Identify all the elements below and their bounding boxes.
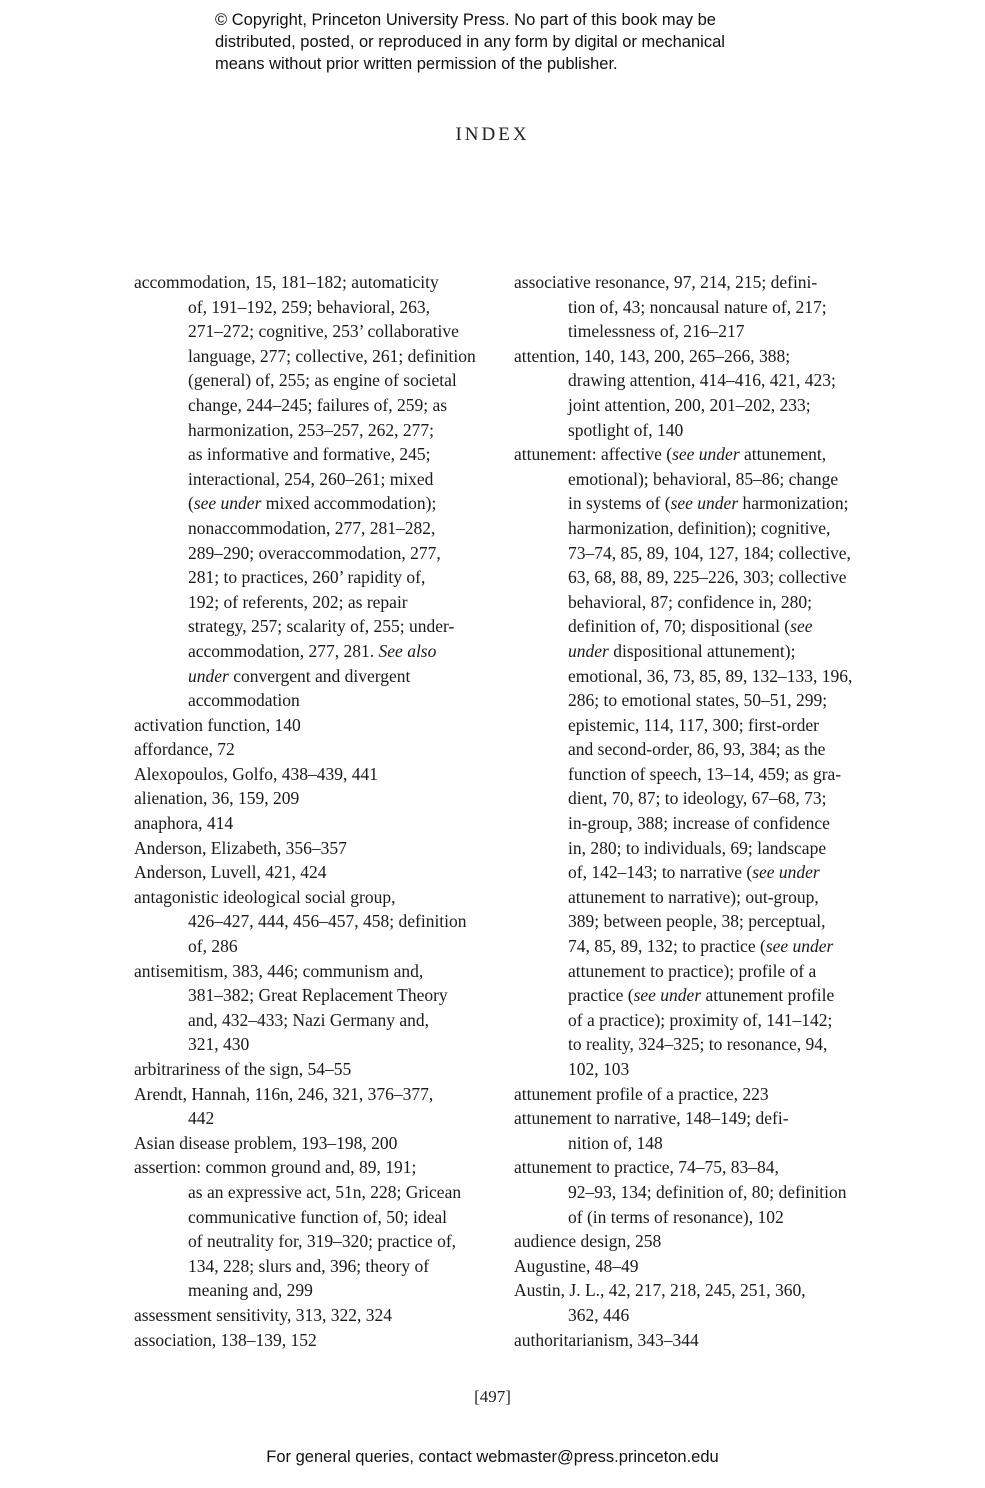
index-entry-continuation: change, 244–245; failures of, 259; as xyxy=(188,394,448,415)
index-entry-continuation: communicative function of, 50; ideal xyxy=(188,1206,448,1227)
index-entry xyxy=(514,1328,854,1353)
index-entry-continuation: 442 xyxy=(188,1108,215,1129)
index-entry xyxy=(514,1155,854,1229)
index-entry xyxy=(514,1229,854,1254)
index-entry xyxy=(134,860,474,885)
copyright-notice xyxy=(215,9,815,75)
index-entry-continuation: nition of, 148 xyxy=(568,1132,663,1153)
index-entry-continuation: 92–93, 134; definition of, 80; definition xyxy=(568,1181,847,1202)
index-entry xyxy=(514,1106,854,1155)
index-entry-continuation: 63, 68, 88, 89, 225–226, 303; collective xyxy=(568,567,847,588)
index-entry-continuation: 134, 228; slurs and, 396; theory of xyxy=(188,1255,430,1276)
index-entry-continuation: attunement to narrative); out-group, xyxy=(568,886,819,907)
index-entry-line: Arendt, Hannah, 116n, 246, 321, 376–377, xyxy=(134,1083,434,1104)
index-entry xyxy=(514,270,854,344)
index-entry-line: arbitrariness of the sign, 54–55 xyxy=(134,1059,352,1079)
index-entry-continuation: timelessness of, 216–217 xyxy=(568,321,745,342)
page-number: [497] xyxy=(474,1387,511,1406)
index-entry-continuation: harmonization, 253–257, 262, 277; xyxy=(188,419,434,440)
index-entry-continuation: in systems of (see under harmonization; xyxy=(568,493,849,514)
index-entry-continuation: nonaccommodation, 277, 281–282, xyxy=(188,517,436,538)
index-entry-continuation: to reality, 324–325; to resonance, 94, xyxy=(568,1034,828,1055)
index-entry xyxy=(514,442,854,1081)
index-entry-continuation: of, 286 xyxy=(188,936,238,957)
index-entry xyxy=(134,1303,474,1328)
index-entry-continuation: under convergent and divergent xyxy=(188,665,411,686)
index-entry-line: Alexopoulos, Golfo, 438–439, 441 xyxy=(134,763,379,784)
index-entry-continuation: 286; to emotional states, 50–51, 299; xyxy=(568,690,828,711)
index-entry-continuation: (see under mixed accommodation); xyxy=(188,493,437,514)
index-entry-continuation: definition of, 70; dispositional (see xyxy=(568,616,813,637)
index-entry-line: assessment sensitivity, 313, 322, 324 xyxy=(134,1304,392,1325)
index-entry xyxy=(134,811,474,836)
index-entry-continuation: emotional, 36, 73, 85, 89, 132–133, 196, xyxy=(568,665,853,686)
copyright-line: © Copyright, Princeton University Press. No part of this book may be xyxy=(215,11,716,29)
index-entry-line: antisemitism, 383, 446; communism and, xyxy=(134,960,424,981)
index-entry-continuation: function of speech, 13–14, 459; as gra- xyxy=(568,763,842,784)
index-entry-continuation: 362, 446 xyxy=(568,1304,630,1325)
index-entry-continuation: interactional, 254, 260–261; mixed xyxy=(188,468,434,489)
index-entry-continuation: epistemic, 114, 117, 300; first-order xyxy=(568,714,819,735)
index-entry xyxy=(134,836,474,861)
index-entry-line: authoritarianism, 343–344 xyxy=(514,1329,699,1350)
index-column-left xyxy=(134,270,474,1352)
index-entry-continuation: strategy, 257; scalarity of, 255; under- xyxy=(188,616,455,637)
index-entry-continuation: 381–382; Great Replacement Theory xyxy=(188,985,448,1006)
index-entry-continuation: as informative and formative, 245; xyxy=(188,444,431,465)
index-entry-continuation: and second-order, 86, 93, 384; as the xyxy=(568,739,826,760)
index-entry-continuation: and, 432–433; Nazi Germany and, xyxy=(188,1009,430,1030)
index-entry-line: association, 138–139, 152 xyxy=(134,1329,317,1350)
index-entry-continuation: 426–427, 444, 456–457, 458; definition xyxy=(188,911,467,932)
index-entry-continuation: 289–290; overaccommodation, 277, xyxy=(188,542,441,563)
copyright-line: means without prior written permission of the publisher. xyxy=(215,55,618,73)
page-title: INDEX xyxy=(455,124,530,145)
index-entry-continuation: dient, 70, 87; to ideology, 67–68, 73; xyxy=(568,788,827,809)
index-entry-continuation: 74, 85, 89, 132; to practice (see under xyxy=(568,936,834,957)
index-entry-continuation: language, 277; collective, 261; definition xyxy=(188,345,476,366)
copyright-line: distributed, posted, or reproduced in any form by digital or mechanical xyxy=(215,33,725,51)
index-entry-line: Augustine, 48–49 xyxy=(514,1255,639,1276)
index-entry-line: alienation, 36, 159, 209 xyxy=(134,788,300,809)
index-entry xyxy=(134,1328,474,1353)
index-entry-continuation: 271–272; cognitive, 253’ collaborative xyxy=(188,321,459,342)
index-entry-line: attunement to practice, 74–75, 83–84, xyxy=(514,1157,779,1178)
index-entry xyxy=(134,786,474,811)
index-entry-continuation: of a practice); proximity of, 141–142; xyxy=(568,1009,833,1030)
index-column-right xyxy=(514,270,854,1352)
index-entry-continuation: 281; to practices, 260’ rapidity of, xyxy=(188,567,426,588)
index-entry-line: accommodation, 15, 181–182; automaticity xyxy=(134,272,439,292)
index-entry-continuation: 73–74, 85, 89, 104, 127, 184; collective, xyxy=(568,542,851,563)
index-entry xyxy=(134,1131,474,1156)
index-entry-line: affordance, 72 xyxy=(134,739,235,760)
index-entry-line: Asian disease problem, 193–198, 200 xyxy=(134,1132,398,1153)
index-body xyxy=(134,270,854,1352)
index-entry-line: antagonistic ideological social group, xyxy=(134,886,396,907)
index-entry-line: attention, 140, 143, 200, 265–266, 388; xyxy=(514,345,791,366)
index-entry-line: associative resonance, 97, 214, 215; defini- xyxy=(514,272,818,292)
index-entry-continuation: of, 191–192, 259; behavioral, 263, xyxy=(188,296,431,317)
index-entry-continuation: (general) of, 255; as engine of societal xyxy=(188,370,457,391)
footer-contact: For general queries, contact webmaster@press.princeton.edu xyxy=(266,1448,719,1466)
index-entry-continuation: accommodation, 277, 281. See also xyxy=(188,640,437,661)
index-entry-continuation: of neutrality for, 319–320; practice of, xyxy=(188,1231,457,1252)
index-entry-line: Anderson, Luvell, 421, 424 xyxy=(134,862,327,883)
index-entry-continuation: in, 280; to individuals, 69; landscape xyxy=(568,837,827,858)
index-entry xyxy=(134,1155,474,1303)
index-entry-continuation: of (in terms of resonance), 102 xyxy=(568,1206,784,1227)
index-entry-continuation: 192; of referents, 202; as repair xyxy=(188,591,408,612)
index-entry xyxy=(134,713,474,738)
index-entry-continuation: practice (see under attunement profile xyxy=(568,985,835,1006)
index-entry-line: audience design, 258 xyxy=(514,1231,662,1252)
index-entry-continuation: harmonization, definition); cognitive, xyxy=(568,517,831,538)
index-entry-continuation: under dispositional attunement); xyxy=(568,640,796,661)
index-entry-continuation: attunement to practice); profile of a xyxy=(568,960,817,981)
index-entry-line: assertion: common ground and, 89, 191; xyxy=(134,1157,417,1178)
index-entry-line: attunement: affective (see under attunement, xyxy=(514,444,827,465)
index-entry xyxy=(514,1082,854,1107)
index-entry-continuation: emotional); behavioral, 85–86; change xyxy=(568,468,839,489)
index-entry-continuation: as an expressive act, 51n, 228; Gricean xyxy=(188,1181,462,1202)
index-entry-line: anaphora, 414 xyxy=(134,813,234,834)
index-entry xyxy=(134,737,474,762)
index-entry xyxy=(514,1254,854,1279)
index-entry-line: Austin, J. L., 42, 217, 218, 245, 251, 360, xyxy=(514,1280,806,1301)
index-entry-line: Anderson, Elizabeth, 356–357 xyxy=(134,837,347,858)
index-entry-continuation: drawing attention, 414–416, 421, 423; xyxy=(568,370,836,391)
index-entry-continuation: spotlight of, 140 xyxy=(568,419,684,440)
index-entry xyxy=(134,1057,474,1082)
index-entry-continuation: 102, 103 xyxy=(568,1059,630,1079)
index-entry-continuation: 389; between people, 38; perceptual, xyxy=(568,911,826,932)
index-entry-line: activation function, 140 xyxy=(134,714,301,735)
index-entry xyxy=(134,1082,474,1131)
index-entry-line: attunement to narrative, 148–149; defi- xyxy=(514,1108,789,1129)
index-entry xyxy=(514,1278,854,1327)
index-entry-continuation: joint attention, 200, 201–202, 233; xyxy=(568,394,811,415)
index-entry-continuation: behavioral, 87; confidence in, 280; xyxy=(568,591,812,612)
index-entry xyxy=(134,959,474,1057)
index-entry-continuation: of, 142–143; to narrative (see under xyxy=(568,862,820,883)
index-entry xyxy=(134,762,474,787)
index-entry-continuation: 321, 430 xyxy=(188,1034,250,1055)
index-entry-continuation: in-group, 388; increase of confidence xyxy=(568,813,830,834)
index-entry xyxy=(134,885,474,959)
index-entry xyxy=(134,270,474,713)
index-entry xyxy=(514,344,854,442)
index-entry-continuation: accommodation xyxy=(188,690,300,711)
index-entry-continuation: tion of, 43; noncausal nature of, 217; xyxy=(568,296,827,317)
index-entry-continuation: meaning and, 299 xyxy=(188,1280,313,1301)
index-entry-line: attunement profile of a practice, 223 xyxy=(514,1083,769,1104)
